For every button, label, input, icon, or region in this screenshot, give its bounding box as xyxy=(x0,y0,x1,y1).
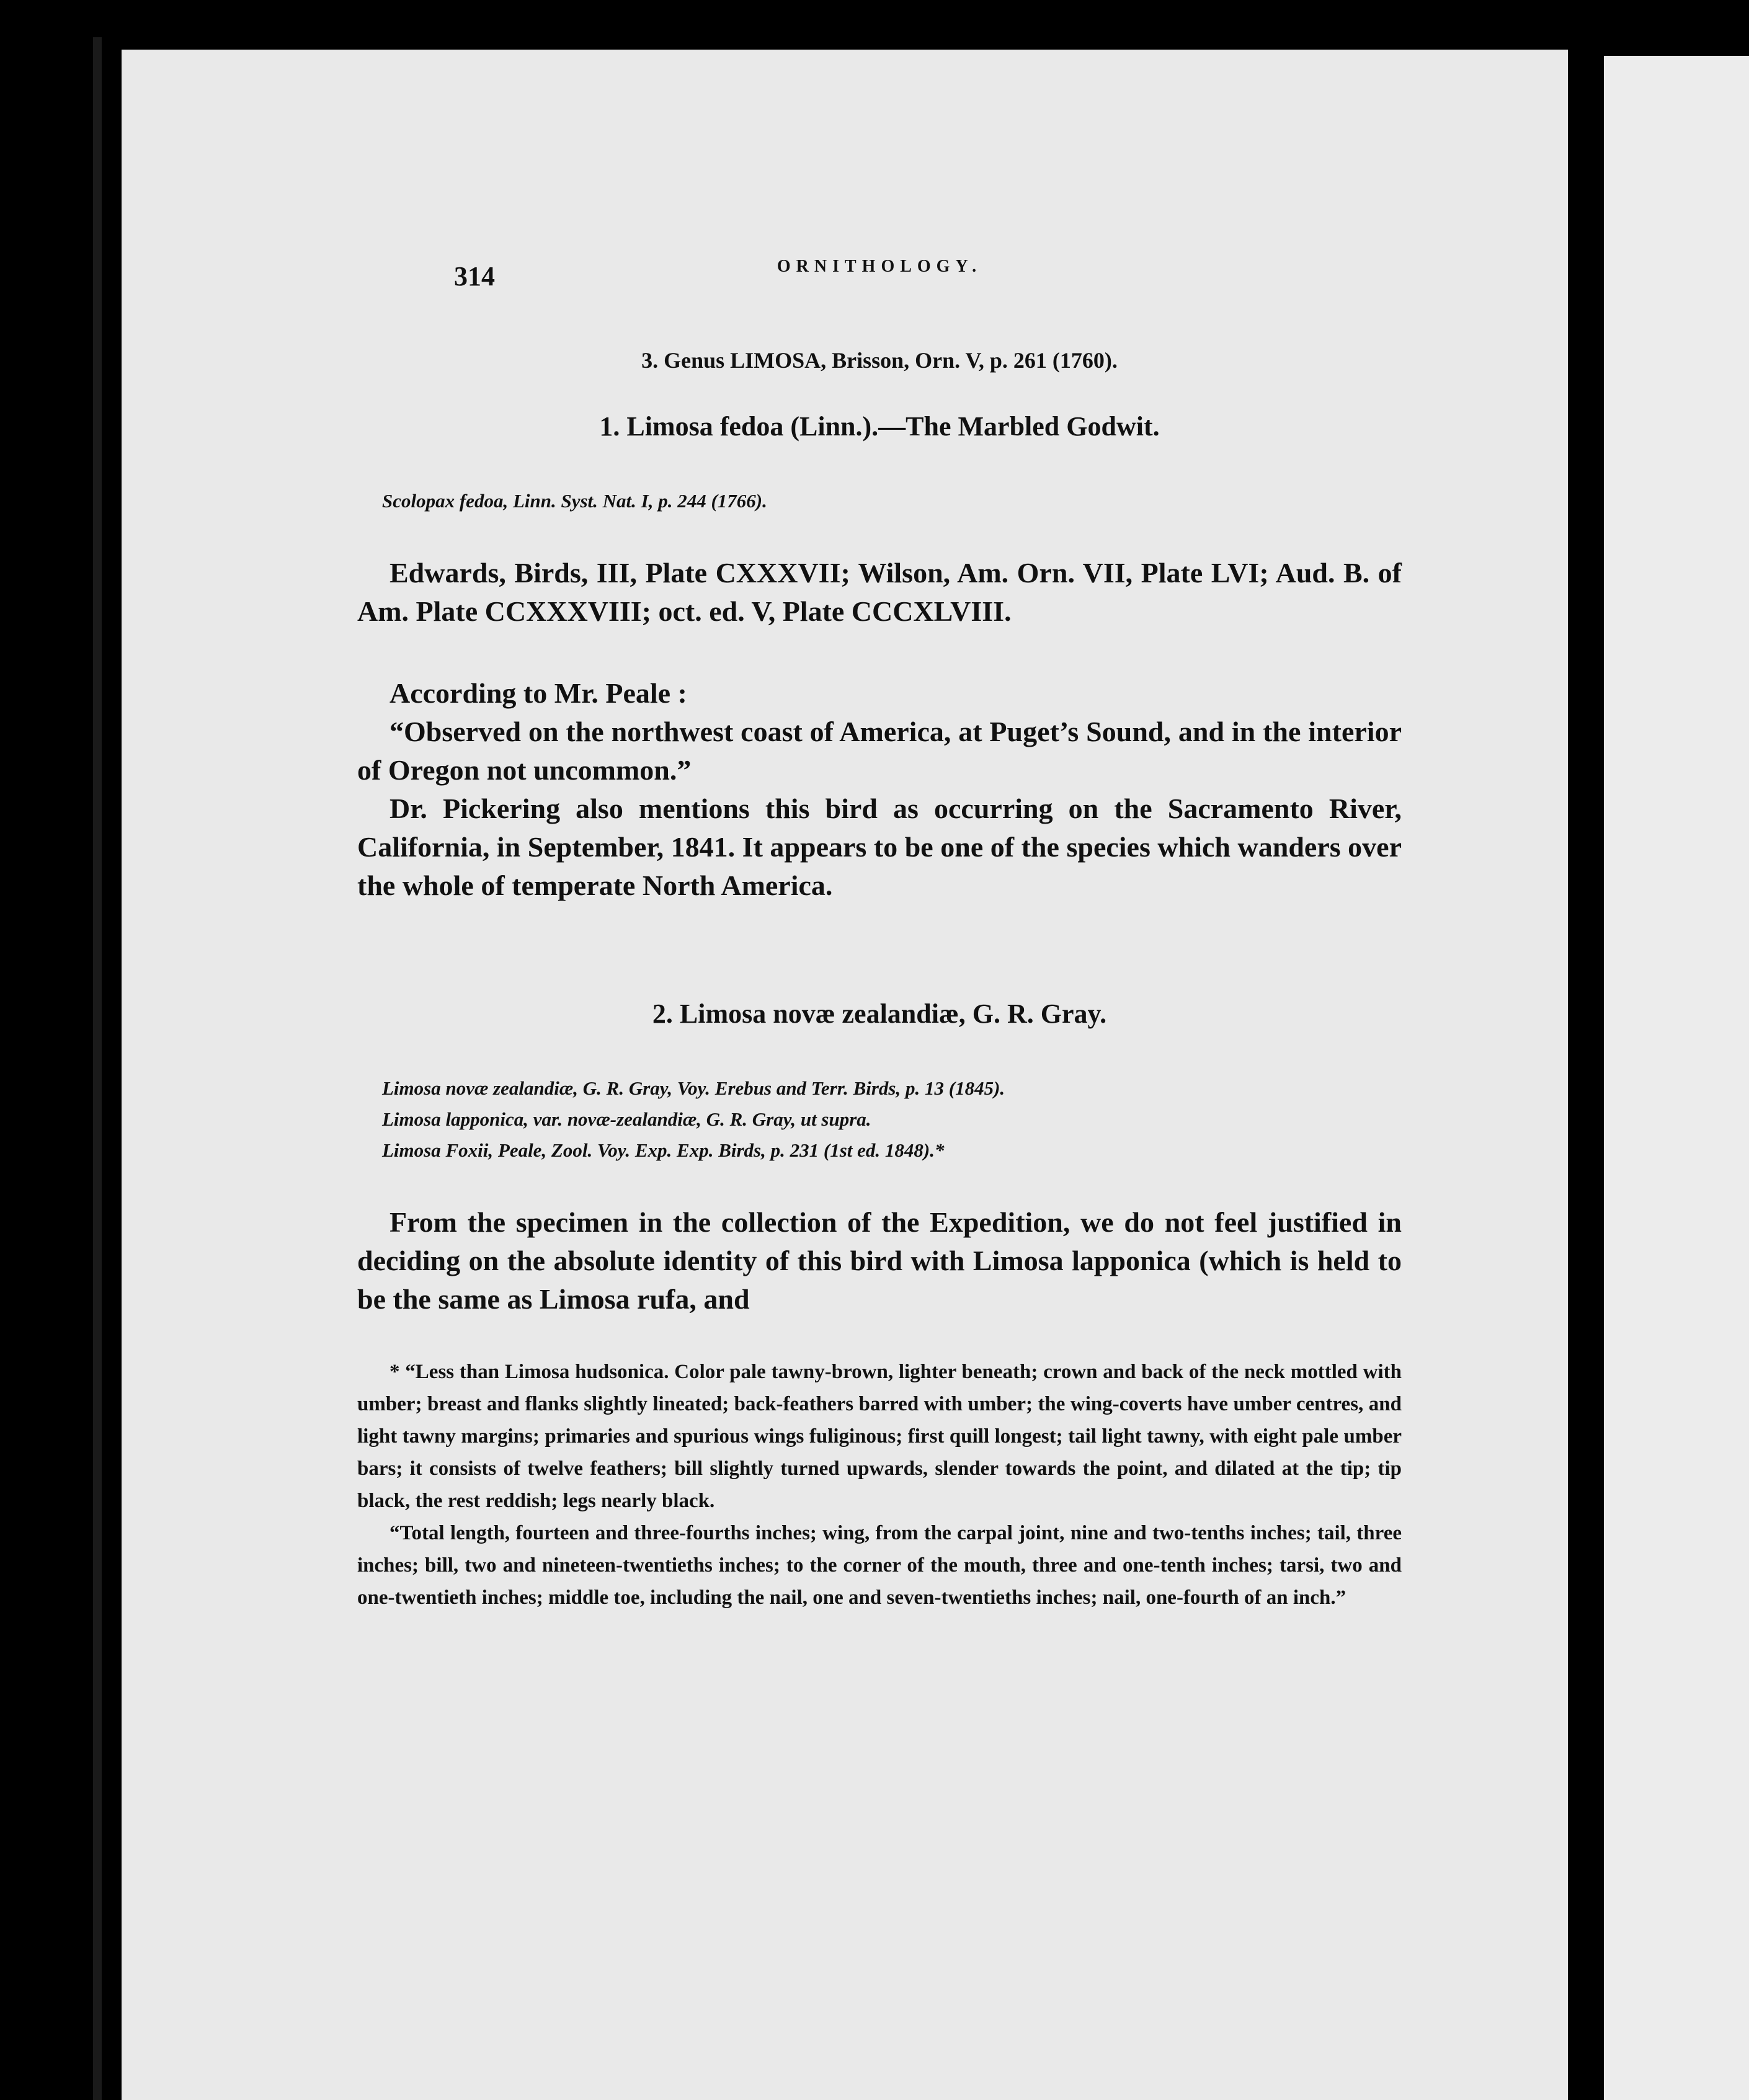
citation-line: Limosa Foxii, Peale, Zool. Voy. Exp. Exp. Birds, p. 231 (1st ed. 1848).* xyxy=(382,1139,945,1161)
citation-line: Limosa novæ zealandiæ, G. R. Gray, Voy. Erebus and Terr. Birds, p. 13 (1845). xyxy=(382,1077,1005,1099)
species-1-references: Edwards, Birds, III, Plate CXXXVII; Wilson, Am. Orn. VII, Plate LVI; Aud. B. of Am. Plate CCXXXVIII; oct. ed. V, Plate CCCXLVIII. xyxy=(357,557,1402,627)
running-title: ORNITHOLOGY. xyxy=(777,257,982,276)
citation-line: Limosa lapponica, var. novæ-zealandiæ, G. R. Gray, ut supra. xyxy=(382,1108,871,1130)
footnote xyxy=(357,1356,1402,1614)
genus-heading: 3. Genus LIMOSA, Brisson, Orn. V, p. 261 (1760). xyxy=(641,348,1118,373)
species-2-citations xyxy=(382,1073,1402,1166)
citation-line: Scolopax fedoa, Linn. Syst. Nat. I, p. 244 (1766). xyxy=(382,490,767,512)
footnote-measurements: “Total length, fourteen and three-fourths inches; wing, from the carpal joint, nine and two-tenths inches; tail, three inches; bill, two and nineteen-twentieths inches; to the corner of the mouth, three and one-tenth inches; tarsi, two and one-twentieth inches; middle toe, including the nail, one and seven-twentieths inches; nail, one-fourth of an inch.” xyxy=(357,1522,1402,1609)
running-head xyxy=(357,248,1402,298)
species-1-heading: 1. Limosa fedoa (Linn.).—The Marbled Godwit. xyxy=(599,411,1160,442)
page-number: 314 xyxy=(454,261,495,291)
footnote-description: * “Less than Limosa hudsonica. Color pale tawny-brown, lighter beneath; crown and back of the neck mottled with umber; breast and flanks slightly lineated; back-feathers barred with umber; the wing-coverts have umber centres, and light tawny margins; primaries and spurious wings fuliginous; first quill longest; tail light tawny, with eight pale umber bars; it consists of twelve feathers; bill slightly turned upwards, slender towards the point, and dilated at the tip; tip black, the rest reddish; legs nearly black. xyxy=(357,1361,1402,1512)
species-2-paragraph: From the specimen in the collection of the Expedition, we do not feel justified in deciding on the absolute identity of this bird with Limosa lapponica (which is held to be the same as Limosa rufa, and xyxy=(357,1206,1402,1315)
species-2-heading: 2. Limosa novæ zealandiæ, G. R. Gray. xyxy=(652,999,1107,1029)
peale-intro: According to Mr. Peale : xyxy=(389,677,687,709)
pickering-paragraph: Dr. Pickering also mentions this bird as occurring on the Sacramento River, California, in September, 1841. It appears to be one of the species which wanders over the whole of temperate North America. xyxy=(357,793,1402,901)
page-text-block xyxy=(357,248,1402,1614)
peale-quote: “Observed on the northwest coast of America, at Puget’s Sound, and in the interior of Oregon not uncommon.” xyxy=(357,716,1402,786)
facing-page-edge xyxy=(1604,56,1749,2100)
species-1-citations xyxy=(382,486,1402,517)
book-binding-edge xyxy=(93,37,102,2100)
